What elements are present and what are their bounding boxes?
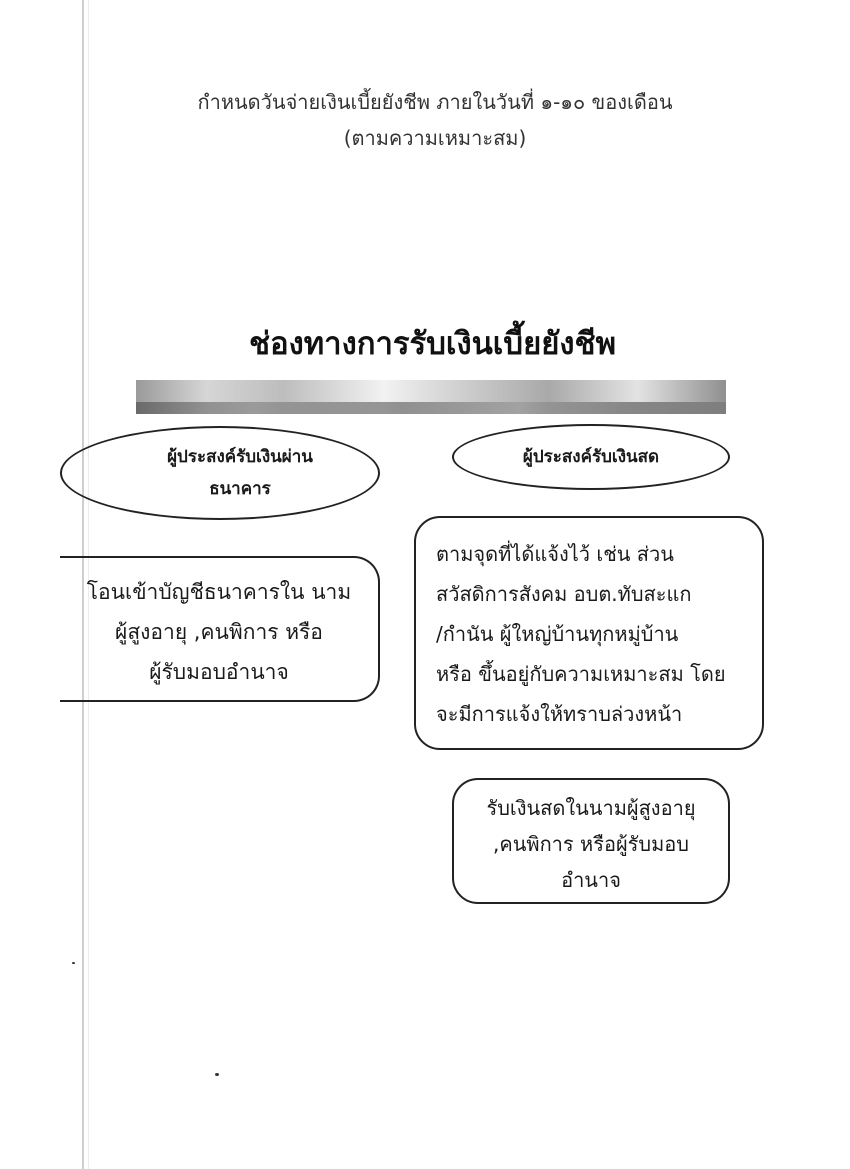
bank-transfer-heading [60,426,380,520]
cash-receive-line-3: อำนาจ [561,868,621,892]
scan-speck [72,962,75,964]
cash-body-line: หรือ ขึ้นอยู่กับความเหมาะสม โดย [436,662,726,686]
landscape-banner-image [136,380,726,414]
cash-body-line: /กำนัน ผู้ใหญ่บ้านทุกหมู่บ้าน [436,622,679,646]
bank-body-line-3: ผู้รับมอบอำนาจ [149,660,289,684]
scan-speck [215,1073,219,1076]
bank-heading-line-1: ผู้ประสงค์รับเงินผ่าน [167,447,313,467]
cash-receive-details [452,778,730,904]
cash-receive-line-1: รับเงินสดในนามผู้สูงอายุ [486,796,696,820]
cash-body-line: สวัสดิการสังคม อบต.ทับสะแก [436,582,692,606]
cash-heading [452,424,730,490]
payment-schedule-line: กำหนดวันจ่ายเงินเบี้ยยังชีพ ภายในวันที่ ๑-๑๐ ของเดือน [197,90,673,114]
payment-schedule-note: (ตามความเหมาะสม) [343,126,527,150]
cash-heading-text: ผู้ประสงค์รับเงินสด [522,447,660,467]
cash-receive-line-2: ,คนพิการ หรือผู้รับมอบ [492,832,689,856]
bank-body-line-2: ผู้สูงอายุ ,คนพิการ หรือ [115,620,323,644]
cash-body-line: จะมีการแจ้งให้ทราบล่วงหน้า [436,702,683,726]
cash-pickup-details [414,516,764,750]
bank-heading-line-2: ธนาคาร [209,479,271,499]
page-title: ช่องทางการรับเงินเบี้ยยังชีพ [248,326,617,362]
bank-transfer-details [60,556,380,702]
bank-body-line-1: โอนเข้าบัญชีธนาคารใน นาม [86,580,352,604]
cash-body-line: ตามจุดที่ได้แจ้งไว้ เช่น ส่วน [436,542,674,566]
